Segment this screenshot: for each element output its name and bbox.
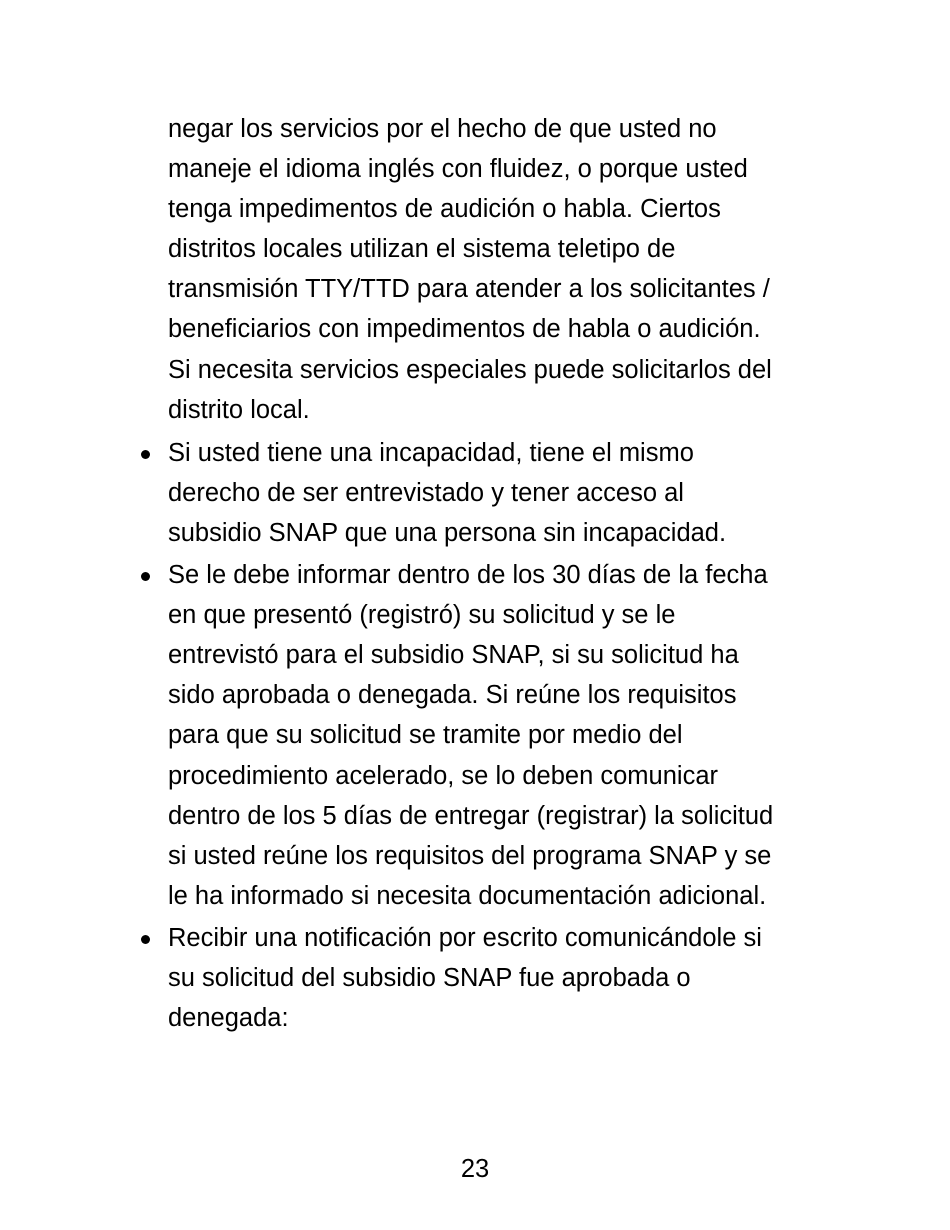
bullet-line: subsidio SNAP que una persona sin incapacidad.: [168, 518, 727, 547]
bullet-item-written-notification: [168, 918, 848, 1038]
bullet-line: denegada:: [168, 1004, 289, 1033]
bullet-line: entrevistó para el subsidio SNAP, si su solicitud ha: [168, 641, 739, 670]
page-content: [168, 109, 848, 1040]
bullet-line: sido aprobada o denegada. Si reúne los requisitos: [168, 681, 737, 710]
intro-line: negar los servicios por el hecho de que usted no: [168, 115, 717, 143]
intro-line: maneje el idioma inglés con fluidez, o porque usted: [168, 155, 748, 184]
bullet-line: si usted reúne los requisitos del programa SNAP y se: [168, 841, 772, 870]
bullet-line: Si usted tiene una incapacidad, tiene el mismo: [168, 438, 694, 467]
intro-line: tenga impedimentos de audición o habla. Ciertos: [168, 195, 721, 224]
bullet-list: [168, 433, 848, 1038]
page-number: 23: [460, 1155, 490, 1183]
bullet-line: su solicitud del subsidio SNAP fue aprobada o: [168, 963, 691, 992]
bullet-line: Recibir una notificación por escrito comunicándole si: [168, 923, 762, 952]
intro-paragraph: [168, 109, 848, 430]
intro-line: Si necesita servicios especiales puede solicitarlos del: [168, 355, 772, 384]
intro-line: beneficiarios con impedimentos de habla o audición.: [168, 315, 761, 344]
bullet-line: procedimiento acelerado, se lo deben comunicar: [168, 761, 718, 790]
intro-line: transmisión TTY/TTD para atender a los solicitantes /: [168, 275, 770, 304]
bullet-item-30-day-notice: [168, 555, 848, 916]
bullet-line: le ha informado si necesita documentación adicional.: [168, 881, 767, 910]
intro-line: distritos locales utilizan el sistema teletipo de: [168, 235, 676, 264]
bullet-line: derecho de ser entrevistado y tener acceso al: [168, 478, 684, 507]
bullet-icon: [141, 935, 150, 944]
intro-line: distrito local.: [168, 395, 310, 424]
bullet-icon: [141, 572, 150, 581]
bullet-line: para que su solicitud se tramite por medio del: [168, 721, 683, 750]
bullet-line: en que presentó (registró) su solicitud y se le: [168, 601, 676, 630]
bullet-line: dentro de los 5 días de entregar (registrar) la solicitud: [168, 801, 774, 830]
bullet-line: Se le debe informar dentro de los 30 días de la fecha: [168, 561, 768, 590]
bullet-item-disability-rights: [168, 433, 848, 553]
bullet-icon: [141, 450, 150, 459]
